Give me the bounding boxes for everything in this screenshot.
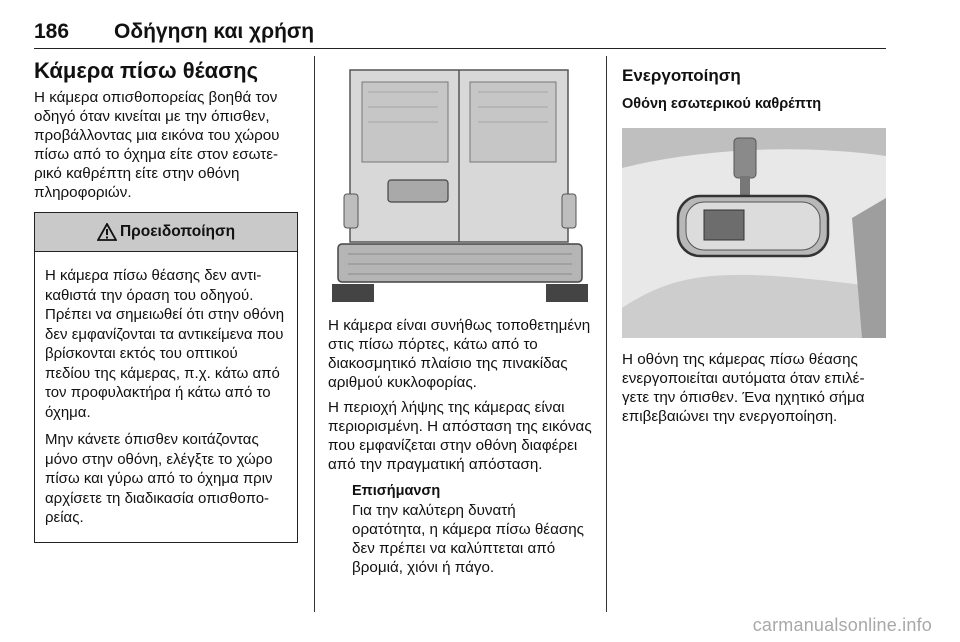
chapter-title: Οδήγηση και χρήση bbox=[114, 20, 315, 43]
column-divider bbox=[606, 56, 607, 612]
section-title: Ενεργοποίηση bbox=[622, 66, 741, 85]
page-number: 186 bbox=[34, 20, 70, 43]
interior-mirror-illustration bbox=[622, 128, 886, 338]
column-left bbox=[34, 58, 298, 543]
vehicle-rear-illustration bbox=[328, 62, 592, 306]
activation-paragraph: Η οθόνη της κάμερας πίσω θέασης ενεργοποιείται αυτόματα όταν επιλέγετε την όπισθεν. Ένα ηχητικό σήμα επιβεβαιώνει την ενεργοποίηση. bbox=[622, 351, 865, 425]
column-middle bbox=[328, 62, 592, 583]
camera-location-paragraph: Η κάμερα είναι συνήθως τοποθετημένη στις πίσω πόρτες, κάτω από το διακοσμητικό πλαίσιο της πινακίδας αριθμού κυκλοφορίας. bbox=[328, 317, 591, 391]
intro-paragraph: Η κάμερα οπισθοπορείας βοηθά τον οδηγό όταν κινείται με την όπισθεν, προβάλλοντας μια εικόνα του χώρου πίσω από το όχημα είτε στον εσωτερικό καθρέπτη είτε στην οθόνη πληροφοριών. bbox=[34, 89, 280, 201]
column-divider bbox=[314, 56, 315, 612]
warning-triangle-icon bbox=[97, 223, 117, 241]
warning-title: Προειδοποίηση bbox=[119, 223, 236, 240]
column-right bbox=[622, 64, 886, 432]
camera-range-paragraph: Η περιοχή λήψης της κάμερας είναι περιορισμένη. Η απόσταση της εικόνας που εμφανίζεται στην οθόνη διαφέρει από την πραγματική απόσταση. bbox=[328, 399, 592, 473]
note-block bbox=[352, 482, 592, 577]
note-title: Επισήμανση bbox=[352, 483, 441, 499]
warning-header bbox=[35, 213, 297, 252]
subsection-title: Οθόνη εσωτερικού καθρέπτη bbox=[622, 96, 822, 112]
warning-paragraph: Η κάμερα πίσω θέασης δεν αντικαθιστά την όραση του οδηγού. Πρέπει να σημειωθεί ότι στην οθόνη δεν εμφανίζονται τα αντικείμενα που βρίσκονται εκτός του οπτικού πεδίου της κάμερας, π.χ. κάτω από τον προφυλακτήρα ή κάτω από το όχημα. bbox=[45, 267, 285, 421]
warning-box bbox=[34, 212, 298, 543]
page-header bbox=[34, 20, 886, 49]
warning-paragraph: Μην κάνετε όπισθεν κοιτάζοντας μόνο στην οθόνη, ελέγξτε το χώρο πίσω και γύρω από το όχημα πριν αρχίσετε τη διαδικασία οπισθοπορείας. bbox=[45, 431, 273, 526]
note-text: Για την καλύτερη δυνατή ορατότητα, η κάμερα πίσω θέασης δεν πρέπει να καλύπτεται από βρομιά, χιόνι ή πάγο. bbox=[352, 502, 585, 576]
watermark: carmanualsonline.info bbox=[752, 615, 932, 635]
section-title: Κάμερα πίσω θέασης bbox=[34, 58, 259, 83]
warning-body bbox=[35, 252, 297, 542]
